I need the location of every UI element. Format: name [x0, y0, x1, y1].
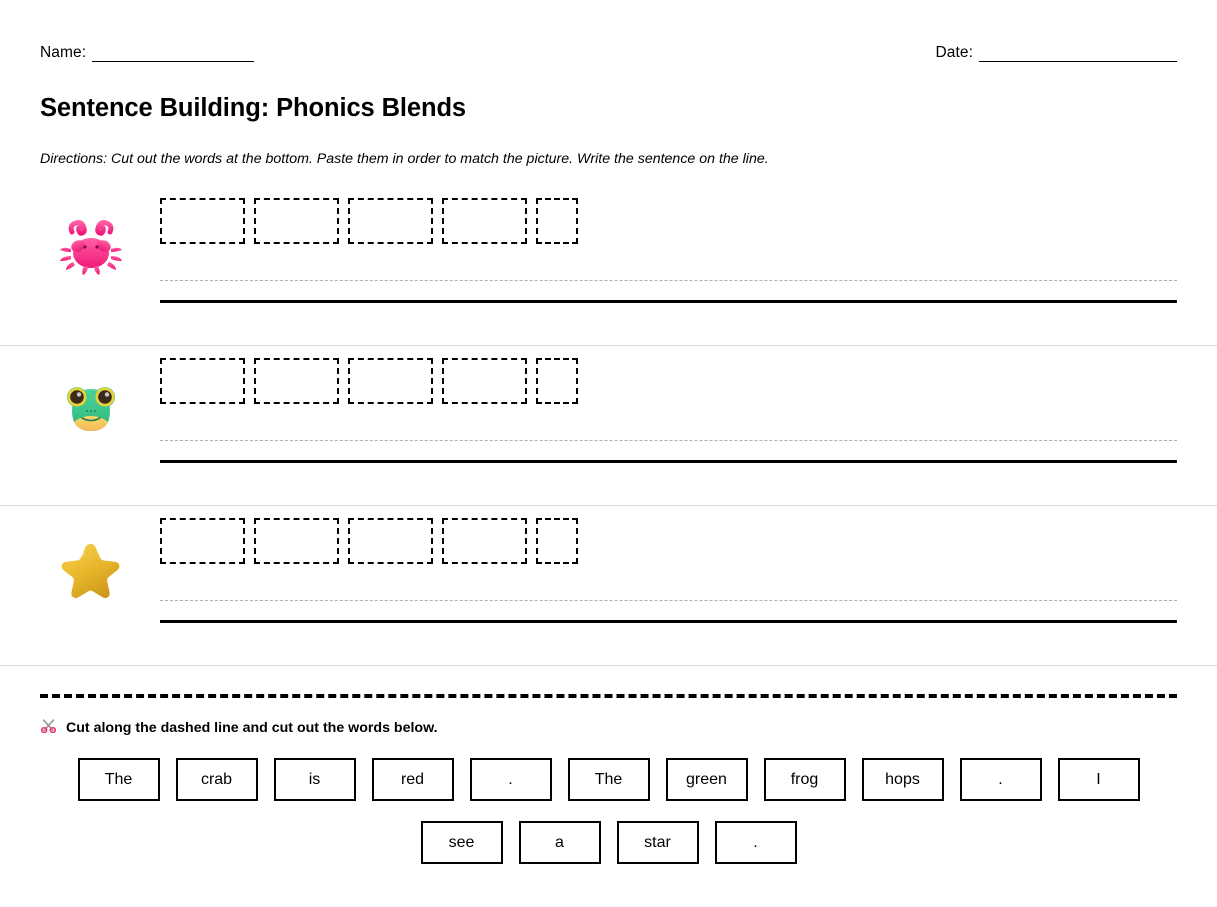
drop-box-punctuation[interactable]: [536, 358, 578, 404]
drop-boxes-crab: [160, 198, 578, 244]
star-emoji-icon: [55, 532, 127, 604]
word-card-bank: [0, 758, 1217, 884]
word-card-row-1: [0, 758, 1217, 801]
drop-box[interactable]: [254, 198, 339, 244]
word-card[interactable]: .: [715, 821, 797, 864]
exercise-row-star: [0, 506, 1217, 666]
cut-instruction: [40, 717, 438, 738]
exercise-rows: [0, 186, 1217, 666]
word-card[interactable]: .: [470, 758, 552, 801]
word-card[interactable]: star: [617, 821, 699, 864]
drop-box[interactable]: [348, 358, 433, 404]
drop-box[interactable]: [442, 198, 527, 244]
word-card[interactable]: see: [421, 821, 503, 864]
crab-emoji-icon: [55, 212, 127, 284]
word-card[interactable]: a: [519, 821, 601, 864]
solid-baseline: [160, 460, 1177, 463]
drop-box[interactable]: [160, 358, 245, 404]
drop-box[interactable]: [160, 198, 245, 244]
cut-instruction-text: Cut along the dashed line and cut out the words below.: [66, 719, 438, 736]
word-card[interactable]: crab: [176, 758, 258, 801]
date-field[interactable]: [935, 44, 1177, 62]
drop-box-punctuation[interactable]: [536, 518, 578, 564]
word-card[interactable]: The: [568, 758, 650, 801]
dotted-midline: [160, 440, 1177, 441]
header-meta-row: [40, 38, 1177, 62]
directions-text: Directions: Cut out the words at the bottom. Paste them in order to match the picture. Write the sentence on the line.: [40, 151, 769, 167]
drop-box[interactable]: [160, 518, 245, 564]
drop-box[interactable]: [254, 358, 339, 404]
solid-baseline: [160, 620, 1177, 623]
solid-baseline: [160, 300, 1177, 303]
drop-box[interactable]: [348, 198, 433, 244]
writing-lines-crab[interactable]: [160, 272, 1177, 308]
name-field[interactable]: [40, 44, 254, 62]
dotted-midline: [160, 600, 1177, 601]
drop-box[interactable]: [442, 518, 527, 564]
page-title: Sentence Building: Phonics Blends: [40, 94, 467, 122]
writing-lines-star[interactable]: [160, 592, 1177, 628]
scissors-icon: [40, 717, 57, 738]
drop-boxes-star: [160, 518, 578, 564]
cut-along-dashed-line: [40, 694, 1177, 698]
word-card[interactable]: frog: [764, 758, 846, 801]
frog-emoji-icon: [55, 372, 127, 444]
word-card[interactable]: I: [1058, 758, 1140, 801]
name-label: Name:: [40, 44, 87, 61]
exercise-row-frog: [0, 346, 1217, 506]
name-write-line[interactable]: [92, 48, 254, 62]
drop-box[interactable]: [348, 518, 433, 564]
drop-boxes-frog: [160, 358, 578, 404]
drop-box-punctuation[interactable]: [536, 198, 578, 244]
date-label: Date:: [935, 44, 973, 61]
word-card[interactable]: is: [274, 758, 356, 801]
word-card[interactable]: green: [666, 758, 748, 801]
word-card[interactable]: hops: [862, 758, 944, 801]
word-card[interactable]: .: [960, 758, 1042, 801]
word-card-row-2: [0, 821, 1217, 864]
exercise-row-crab: [0, 186, 1217, 346]
word-card[interactable]: red: [372, 758, 454, 801]
word-card[interactable]: The: [78, 758, 160, 801]
writing-lines-frog[interactable]: [160, 432, 1177, 468]
dotted-midline: [160, 280, 1177, 281]
drop-box[interactable]: [254, 518, 339, 564]
drop-box[interactable]: [442, 358, 527, 404]
date-write-line[interactable]: [979, 48, 1177, 62]
